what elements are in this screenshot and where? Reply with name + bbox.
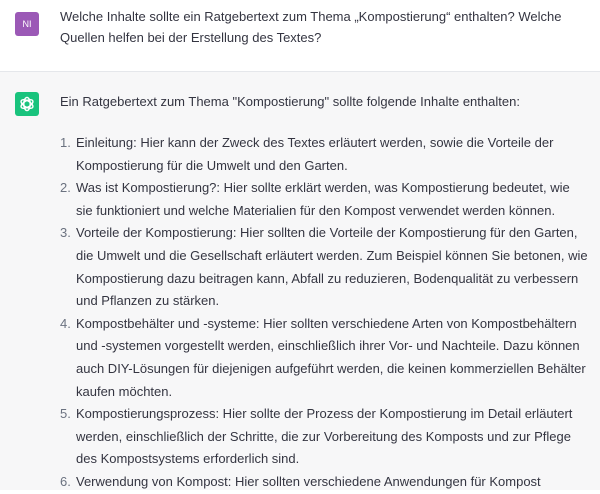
list-item [60, 471, 588, 494]
list-item [60, 222, 588, 312]
list-item-text: Einleitung: Hier kann der Zweck des Textes erläutert werden, sowie die Vorteile der Kompostierung für die Umwelt und den Garten. [76, 135, 554, 173]
list-item-text: Verwendung von Kompost: Hier sollten verschiedene Anwendungen für Kompost [76, 473, 541, 489]
list-item [60, 132, 588, 177]
answer-list [60, 132, 588, 494]
user-message-text: Welche Inhalte sollte ein Ratgebertext zum Thema „Kompostierung“ enthalten? Welche Quellen helfen bei der Erstellung des Textes? [60, 9, 562, 45]
user-avatar: NI [15, 12, 39, 36]
assistant-message-row [0, 72, 600, 490]
list-item-text: Was ist Kompostierung?: Hier sollte erklärt werden, was Kompostierung bedeutet, wie sie funktioniert und welche Materialien für den Kompost verwendet werden können. [76, 180, 570, 218]
list-item [60, 177, 588, 222]
user-message-row [0, 0, 600, 72]
list-item-number: 6. [60, 473, 71, 489]
list-item-text: Kompostierungsprozess: Hier sollte der Prozess der Kompostierung im Detail erläutert werden, einschließlich der Schritte, die zur Vorbereitung des Komposts und zur Pflege des Kompostsystems erforderlich sind. [76, 406, 573, 467]
openai-logo-icon [18, 95, 36, 113]
list-item-number: 2. [60, 180, 71, 196]
list-item [60, 313, 588, 403]
list-item-number: 1. [60, 135, 71, 150]
assistant-avatar [15, 92, 39, 116]
list-item-text: Vorteile der Kompostierung: Hier sollten die Vorteile der Kompostierung für den Garten, die Umwelt und die Gesellschaft erläutert werden. Zum Beispiel können Sie betonen, wie Kompostierung dazu beitragen kann, Abfall zu reduzieren, Bodenqualität zu verbessern und Pflanzen zu stärken. [76, 225, 588, 309]
list-item-number: 5. [60, 406, 71, 422]
list-item [60, 403, 588, 471]
list-item-number: 4. [60, 315, 71, 331]
list-item-number: 3. [60, 225, 71, 241]
list-item-text: Kompostbehälter und -systeme: Hier sollten verschiedene Arten von Kompostbehältern und -systemen vorgestellt werden, einschließlich ihrer Vor- und Nachteile. Dazu können auch DIY-Lösungen für diejenigen aufgeführt werden, die keinen kommerziellen Behälter kaufen möchten. [76, 315, 586, 399]
assistant-intro-text: Ein Ratgebertext zum Thema "Kompostierung" sollte folgende Inhalte enthalten: [60, 94, 520, 109]
